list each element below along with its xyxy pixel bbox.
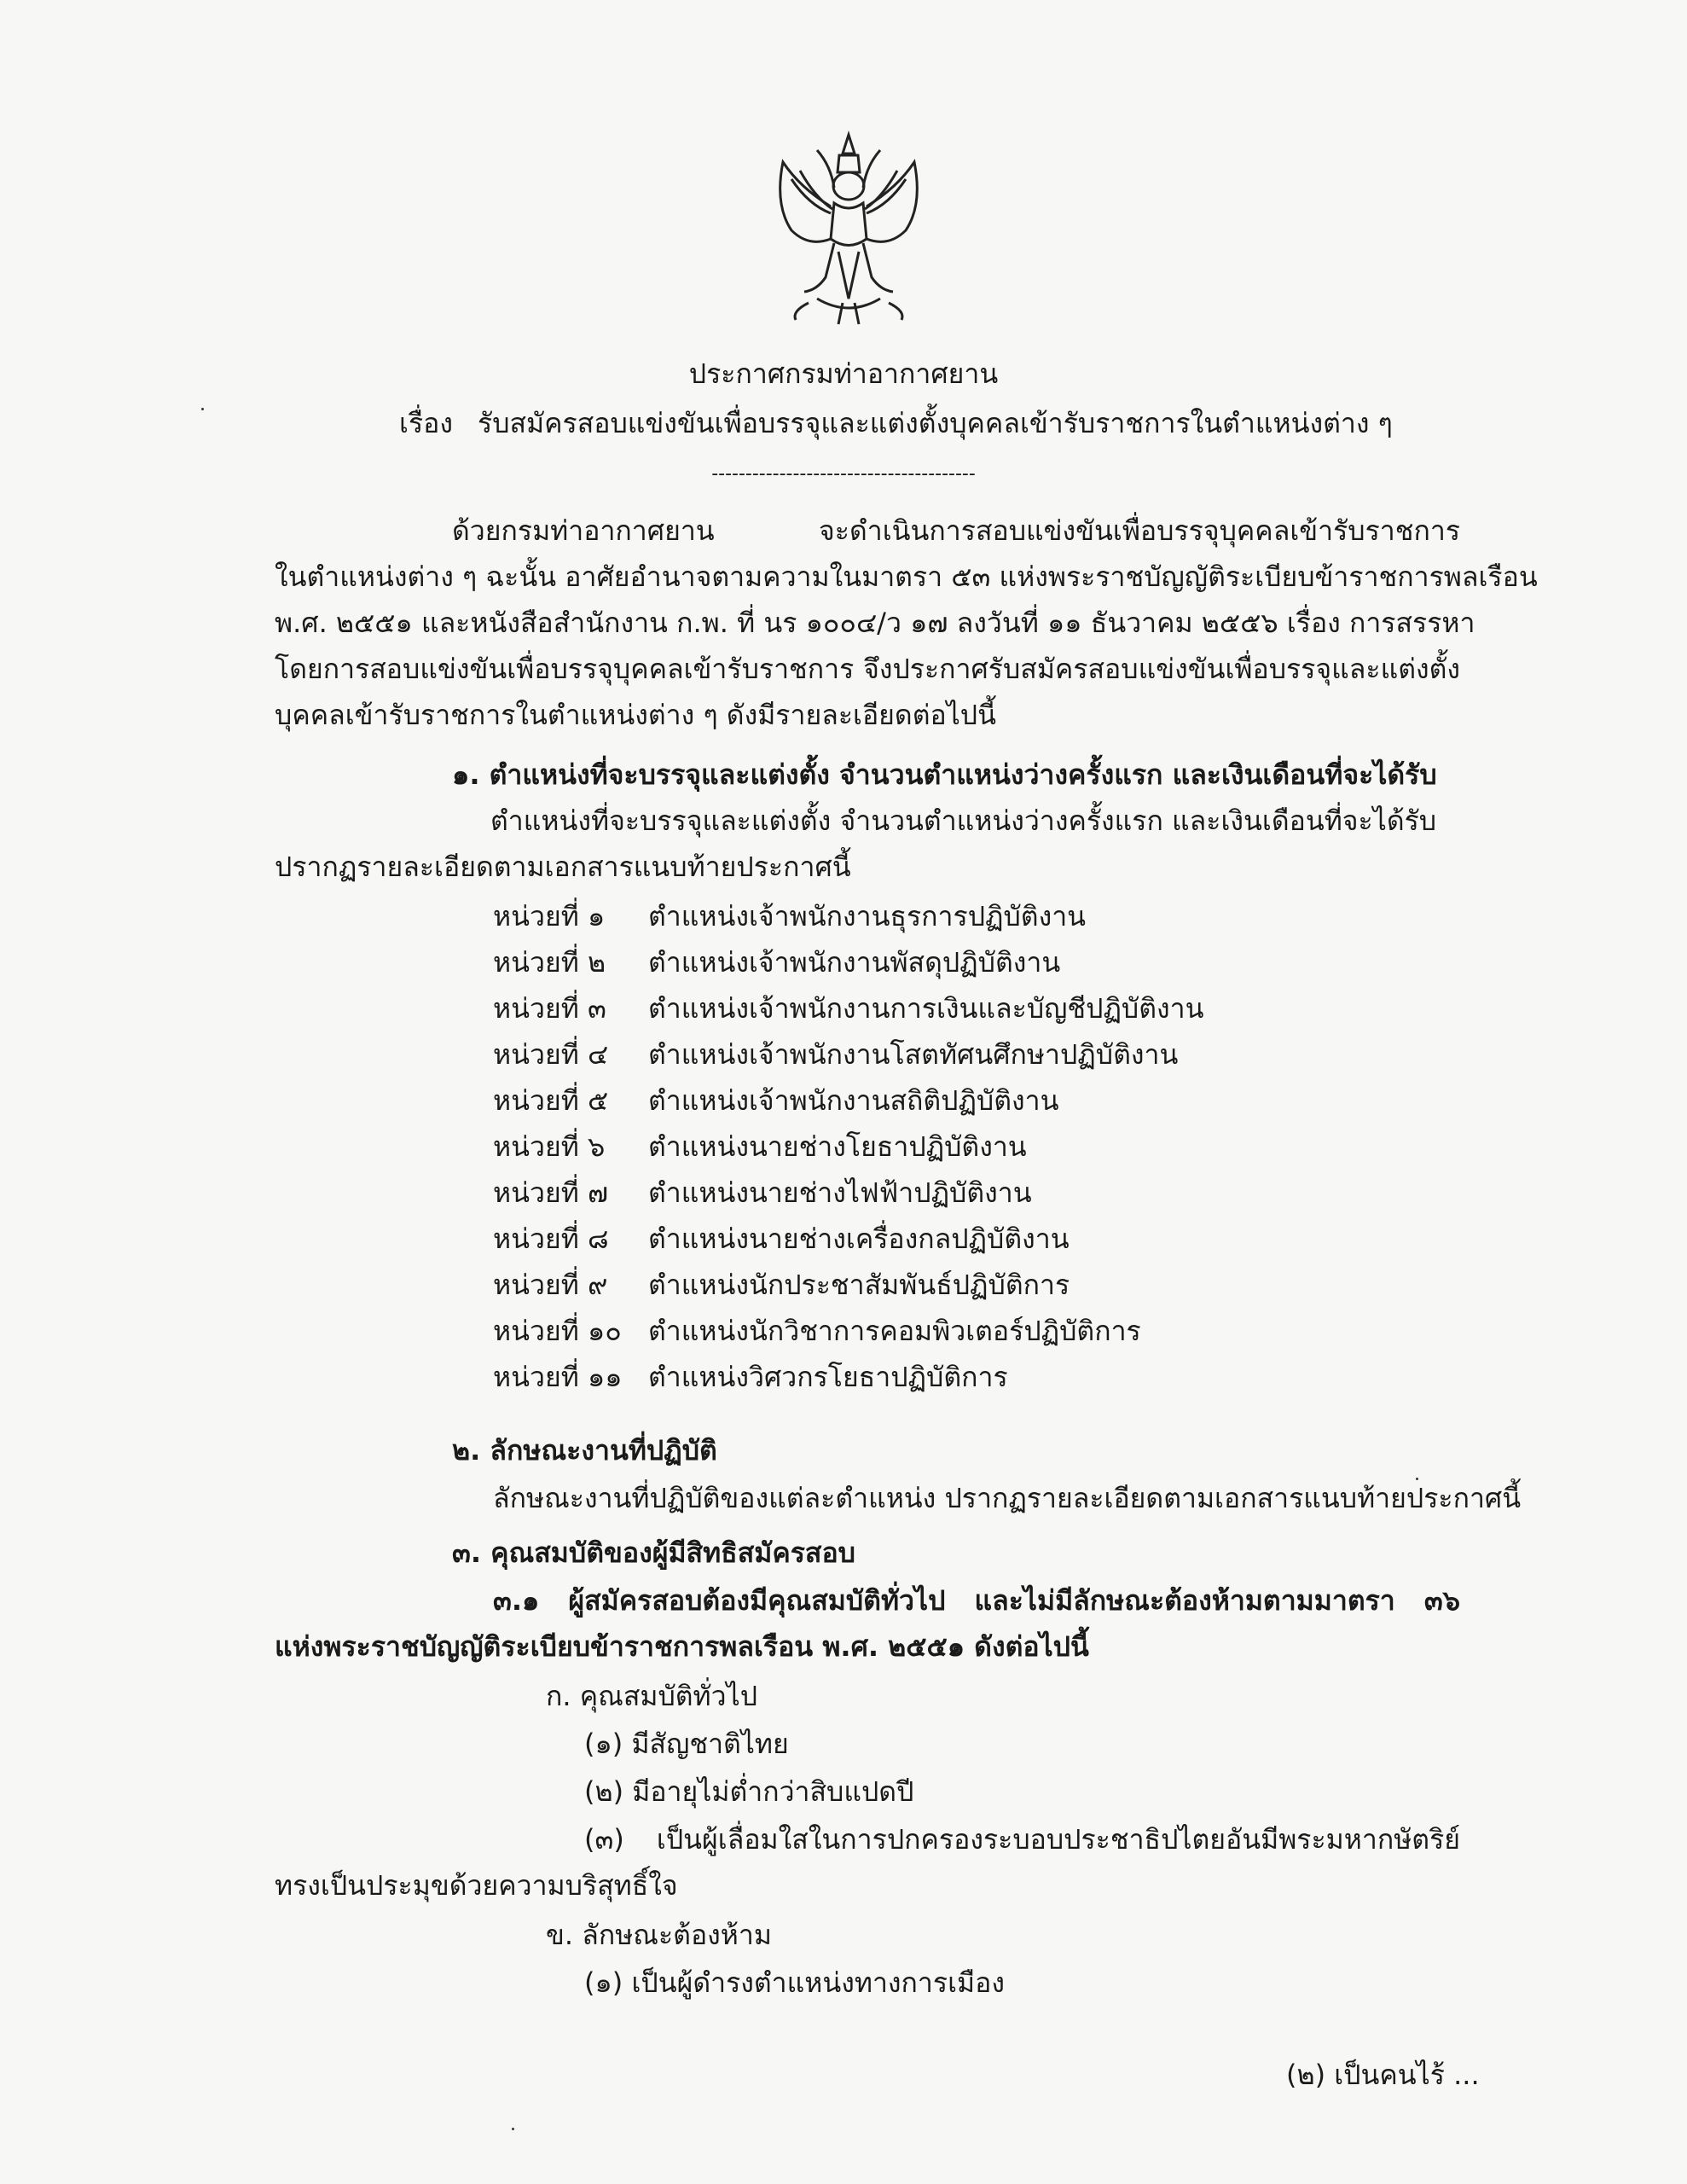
section-1-heading: ๑. ตำแหน่งที่จะบรรจุและแต่งตั้ง จำนวนตำแหน่งว่างครั้งแรก และเงินเดือนที่จะได้รับ (452, 758, 1437, 791)
unit-position: ตำแหน่งนายช่างเครื่องกลปฏิบัติงาน (648, 1223, 1070, 1255)
unit-label: หน่วยที่ ๔ (493, 1038, 609, 1071)
section-3-heading: ๓. คุณสมบัติของผู้มีสิทธิสมัครสอบ (452, 1536, 855, 1569)
section-3-1-line-1: ๓.๑ ผู้สมัครสอบต้องมีคุณสมบัติทั่วไป และไม่มีลักษณะต้องห้ามตามมาตรา ๓๖ (493, 1584, 1460, 1617)
section-3-1-line-2: แห่งพระราชบัญญัติระเบียบข้าราชการพลเรือน พ.ศ. ๒๕๕๑ ดังต่อไปนี้ (275, 1630, 1089, 1663)
garuda-emblem (757, 128, 941, 328)
section-2-heading: ๒. ลักษณะงานที่ปฏิบัติ (452, 1434, 717, 1467)
intro-line-3: พ.ศ. ๒๕๕๑ และหนังสือสำนักงาน ก.พ. ที่ นร ๑๐๐๔/ว ๑๗ ลงวันที่ ๑๑ ธันวาคม ๒๕๕๖ เรื่อง การสรรหา (275, 607, 1475, 639)
unit-position: ตำแหน่งเจ้าพนักงานพัสดุปฏิบัติงาน (648, 946, 1061, 979)
unit-position: ตำแหน่งนายช่างโยธาปฏิบัติงาน (648, 1130, 1027, 1163)
scan-speck (201, 408, 204, 410)
unit-label: หน่วยที่ ๓ (493, 992, 606, 1025)
unit-label: หน่วยที่ ๖ (493, 1130, 606, 1163)
unit-position: ตำแหน่งนักวิชาการคอมพิวเตอร์ปฏิบัติการ (648, 1315, 1141, 1347)
general-qualifications-heading: ก. คุณสมบัติทั่วไป (546, 1680, 757, 1712)
general-item-2: (๒) มีอายุไม่ต่ำกว่าสิบแปดปี (584, 1775, 914, 1808)
intro-line-5: บุคคลเข้ารับราชการในตำแหน่งต่าง ๆ ดังมีรายละเอียดต่อไปนี้ (275, 699, 996, 731)
section-1-body-line-1: ตำแหน่งที่จะบรรจุและแต่งตั้ง จำนวนตำแหน่งว่างครั้งแรก และเงินเดือนที่จะได้รับ (490, 804, 1437, 837)
unit-position: ตำแหน่งวิศวกรโยธาปฏิบัติการ (648, 1361, 1008, 1393)
unit-position: ตำแหน่งนักประชาสัมพันธ์ปฏิบัติการ (648, 1269, 1070, 1301)
section-1-body-line-2: ปรากฏรายละเอียดตามเอกสารแนบท้ายประกาศนี้ (275, 851, 851, 883)
unit-position: ตำแหน่งเจ้าพนักงานการเงินและบัญชีปฏิบัติงาน (648, 992, 1204, 1025)
prohibited-heading: ข. ลักษณะต้องห้าม (546, 1919, 772, 1951)
prohibited-item-1: (๑) เป็นผู้ดำรงตำแหน่งทางการเมือง (584, 1966, 1005, 1999)
unit-label: หน่วยที่ ๑๐ (493, 1315, 622, 1347)
general-item-3: (๓) เป็นผู้เลื่อมใสในการปกครองระบอบประชาธิปไตยอันมีพระมหากษัตริย์ (584, 1823, 1460, 1856)
unit-label: หน่วยที่ ๑๑ (493, 1361, 623, 1393)
section-2-body: ลักษณะงานที่ปฏิบัติของแต่ละตำแหน่ง ปรากฏรายละเอียดตามเอกสารแนบท้ายประกาศนี้ (493, 1482, 1522, 1514)
unit-label: หน่วยที่ ๑ (493, 900, 606, 932)
unit-label: หน่วยที่ ๗ (493, 1176, 609, 1209)
general-item-3-continuation: ทรงเป็นประมุขด้วยความบริสุทธิ์ใจ (275, 1869, 678, 1902)
title-separator: --------------------------------------- (711, 463, 976, 485)
scan-speck (1416, 1478, 1418, 1480)
scan-speck (512, 2128, 514, 2130)
unit-label: หน่วยที่ ๕ (493, 1084, 609, 1117)
general-item-1: (๑) มีสัญชาติไทย (584, 1728, 789, 1760)
intro-line-1: ด้วยกรมท่าอากาศยาน จะดำเนินการสอบแข่งขันเพื่อบรรจุบุคคลเข้ารับราชการ (452, 514, 1460, 547)
intro-line-4: โดยการสอบแข่งขันเพื่อบรรจุบุคคลเข้ารับราชการ จึงประกาศรับสมัครสอบแข่งขันเพื่อบรรจุและแต่งตั้ง (275, 653, 1460, 685)
announcement-title: ประกาศกรมท่าอากาศยาน (688, 357, 999, 390)
subject-text: รับสมัครสอบแข่งขันเพื่อบรรจุและแต่งตั้งบุคคลเข้ารับราชการในตำแหน่งต่าง ๆ (478, 407, 1393, 439)
page-continuation: (๒) เป็นคนไร้ ... (1286, 2059, 1480, 2091)
unit-position: ตำแหน่งเจ้าพนักงานสถิติปฏิบัติงาน (648, 1084, 1059, 1117)
unit-position: ตำแหน่งเจ้าพนักงานธุรการปฏิบัติงาน (648, 900, 1087, 932)
unit-label: หน่วยที่ ๙ (493, 1269, 608, 1301)
unit-label: หน่วยที่ ๒ (493, 946, 606, 979)
subject-label: เรื่อง (399, 407, 453, 439)
unit-label: หน่วยที่ ๘ (493, 1223, 609, 1255)
intro-line-2: ในตำแหน่งต่าง ๆ ฉะนั้น อาศัยอำนาจตามความในมาตรา ๕๓ แห่งพระราชบัญญัติระเบียบข้าราชการพลเรือน (275, 561, 1538, 593)
unit-position: ตำแหน่งเจ้าพนักงานโสตทัศนศึกษาปฏิบัติงาน (648, 1038, 1179, 1071)
unit-position: ตำแหน่งนายช่างไฟฟ้าปฏิบัติงาน (648, 1176, 1032, 1209)
